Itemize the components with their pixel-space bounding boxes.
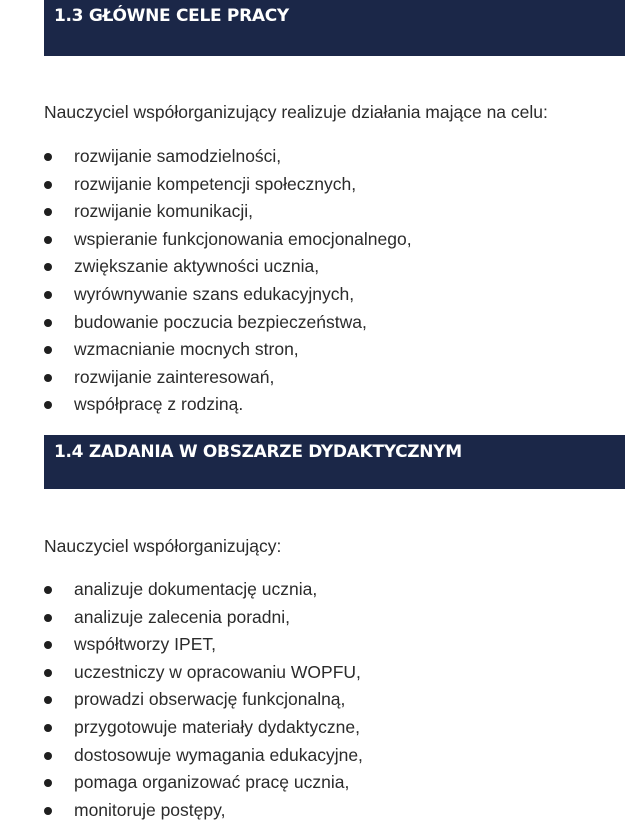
list-item-label: uczestniczy w opracowaniu WOPFU, — [74, 661, 361, 682]
bullet-icon — [44, 724, 52, 732]
list-item-label: pomaga organizować pracę ucznia, — [74, 772, 350, 793]
section-header-didactic-tasks — [44, 435, 625, 489]
bullet-icon — [44, 319, 52, 327]
bullet-icon — [44, 807, 52, 815]
list-item — [44, 336, 412, 364]
list-item — [44, 631, 363, 659]
list-item-label: zwiększanie aktywności ucznia, — [74, 256, 320, 277]
bullet-icon — [44, 153, 52, 161]
bullet-icon — [44, 779, 52, 787]
list-item-label: współtworzy IPET, — [74, 634, 216, 655]
list-item — [44, 391, 412, 419]
tasks-intro-text: Nauczyciel współorganizujący: — [44, 536, 282, 556]
list-item-label: współpracę z rodziną. — [74, 394, 244, 415]
list-item-label: wyrównywanie szans edukacyjnych, — [74, 283, 355, 304]
goals-list — [44, 143, 412, 419]
bullet-icon — [44, 669, 52, 677]
bullet-icon — [44, 291, 52, 299]
tasks-list — [44, 576, 363, 824]
list-item — [44, 171, 412, 199]
list-item-label: analizuje zalecenia poradni, — [74, 606, 290, 627]
list-item-label: rozwijanie komunikacji, — [74, 201, 253, 222]
bullet-icon — [44, 208, 52, 216]
bullet-icon — [44, 586, 52, 594]
bullet-icon — [44, 263, 52, 271]
list-item — [44, 143, 412, 171]
list-item-label: rozwijanie kompetencji społecznych, — [74, 173, 357, 194]
list-item — [44, 198, 412, 226]
list-item — [44, 576, 363, 604]
bullet-icon — [44, 374, 52, 382]
list-item-label: budowanie poczucia bezpieczeństwa, — [74, 311, 367, 332]
goals-intro-text: Nauczyciel współorganizujący realizuje działania mające na celu: — [44, 102, 548, 122]
list-item — [44, 686, 363, 714]
list-item-label: dostosowuje wymagania edukacyjne, — [74, 744, 363, 765]
list-item — [44, 769, 363, 797]
list-item-label: wzmacnianie mocnych stron, — [74, 339, 299, 360]
section-header-goals — [44, 0, 625, 56]
list-item — [44, 604, 363, 632]
list-item-label: przygotowuje materiały dydaktyczne, — [74, 716, 360, 737]
bullet-icon — [44, 236, 52, 244]
list-item-label: rozwijanie zainteresowań, — [74, 366, 275, 387]
list-item-label: analizuje dokumentację ucznia, — [74, 579, 318, 599]
list-item-label: rozwijanie samodzielności, — [74, 146, 282, 166]
section-header-didactic-tasks-label: 1.4 ZADANIA W OBSZARZE DYDAKTYCZNYM — [54, 442, 462, 462]
bullet-icon — [44, 181, 52, 189]
list-item-label: wspieranie funkcjonowania emocjonalnego, — [74, 228, 412, 249]
list-item — [44, 364, 412, 392]
list-item-label: monitoruje postępy, — [74, 799, 226, 820]
list-item-label: prowadzi obserwację funkcjonalną, — [74, 689, 346, 710]
list-item — [44, 742, 363, 770]
list-item — [44, 714, 363, 742]
bullet-icon — [44, 346, 52, 354]
bullet-icon — [44, 614, 52, 622]
list-item — [44, 226, 412, 254]
list-item — [44, 797, 363, 824]
section-header-goals-label: 1.3 GŁÓWNE CELE PRACY — [54, 6, 289, 26]
bullet-icon — [44, 401, 52, 409]
list-item — [44, 309, 412, 337]
bullet-icon — [44, 696, 52, 704]
bullet-icon — [44, 752, 52, 760]
list-item — [44, 281, 412, 309]
bullet-icon — [44, 641, 52, 649]
list-item — [44, 659, 363, 687]
list-item — [44, 253, 412, 281]
